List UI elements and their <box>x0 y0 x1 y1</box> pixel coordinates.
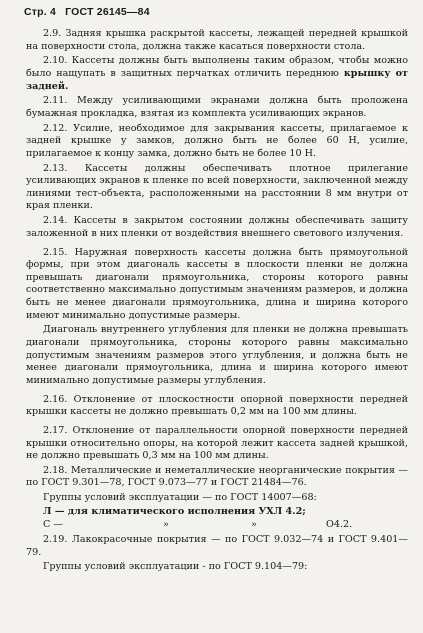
clause-2-15-diagonal: Диагональ внутреннего углубления для пленки не должна превышать диагонали прямоугольника, стороны которого равны максимально допустимым значениям размеров этого углубления, и должна быть не менее диагонали прямоугольника, длина и ширина которого имеют минимально допустимые размеры углубления. <box>26 324 408 386</box>
climate-intro: Группы условий эксплуатации — по ГОСТ 14007—68: <box>43 492 317 504</box>
clause-2-18: 2.18. Металлические и неметаллические неорганические покрытия — по ГОСТ 9.301—78, ГОСТ 9.073—77 и ГОСТ 21484—76. <box>26 464 408 489</box>
climate-line-c <box>43 519 408 532</box>
clause-2-12: 2.12. Усилие, необходимое для закрывания кассеты, прилагаемое к задней крышке у замков, должно быть не более 60 Н, усилие, прилагаемое к концу замка, должно быть не более 10 Н. <box>26 122 408 159</box>
document-body <box>26 28 408 575</box>
clause-2-15: 2.15. Наружная поверхность кассеты должна быть прямоугольной формы, при этом диагональ кассеты в плоскости пленки не должна превышать диагонали прямоугольника, стороны которого равны соответственно максимально допустимым значениям размеров, и должна быть не менее диагонали прямоугольника, длина и ширина которого имеют минимально допустимые размеры. <box>26 246 408 321</box>
page-header <box>24 6 156 18</box>
clause-2-10 <box>26 55 408 93</box>
page-label: Стр. 4 <box>24 6 57 18</box>
clause-2-9: 2.9. Задняя крышка раскрытой кассеты, лежащей передней крышкой на поверхности стола, должна также касаться поверхности стола. <box>26 28 408 52</box>
climate-c-ditto-1: » <box>163 519 169 531</box>
clause-2-13: 2.13. Кассеты должны обеспечивать плотное прилегание усиливающих экранов к пленке по всей поверхности, заключенной между линиями тест-объекта, расположенными на расстоянии 8 мм внутри от края пленки. <box>26 162 408 212</box>
clause-2-11: 2.11. Между усиливающими экранами должна быть проложена бумажная прокладка, взятая из комплекта усиливающих экранов. <box>26 95 408 119</box>
clause-2-19: 2.19. Лакокрасочные покрытия — по ГОСТ 9.032—74 и ГОСТ 9.401—79. <box>26 534 408 558</box>
clause-2-10-bold: крышку от задней. <box>26 67 409 92</box>
climate-c-ditto-2: » <box>251 519 257 531</box>
clause-2-16: 2.16. Отклонение от плоскостности опорной поверхности передней крышки кассеты не должно превышать 0,2 мм на 100 мм длины. <box>26 393 408 418</box>
standard-number: ГОСТ 26145—84 <box>65 6 150 18</box>
climate-c-value: О4.2. <box>326 519 353 531</box>
clause-2-10-text: 2.10. Кассеты должны быть выполнены таким образом, чтобы можно было нащупать в защитных перчатках отличить переднюю <box>26 55 408 79</box>
climate-c-label: С — <box>43 519 63 531</box>
climate-line-l: Л — для климатического исполнения УХЛ 4.2; <box>43 505 306 517</box>
clause-2-14: 2.14. Кассеты в закрытом состоянии должны обеспечивать защиту заложенной в них пленки от воздействия внешнего светового излучения. <box>26 215 408 239</box>
paint-conditions: Группы условий эксплуатации - по ГОСТ 9.104—79: <box>43 561 308 573</box>
clause-2-17: 2.17. Отклонение от параллельности опорной поверхности передней крышки относительно опоры, на которой лежит кассета задней крышкой, не должно превышать 0,3 мм на 100 мм длины. <box>26 424 408 462</box>
